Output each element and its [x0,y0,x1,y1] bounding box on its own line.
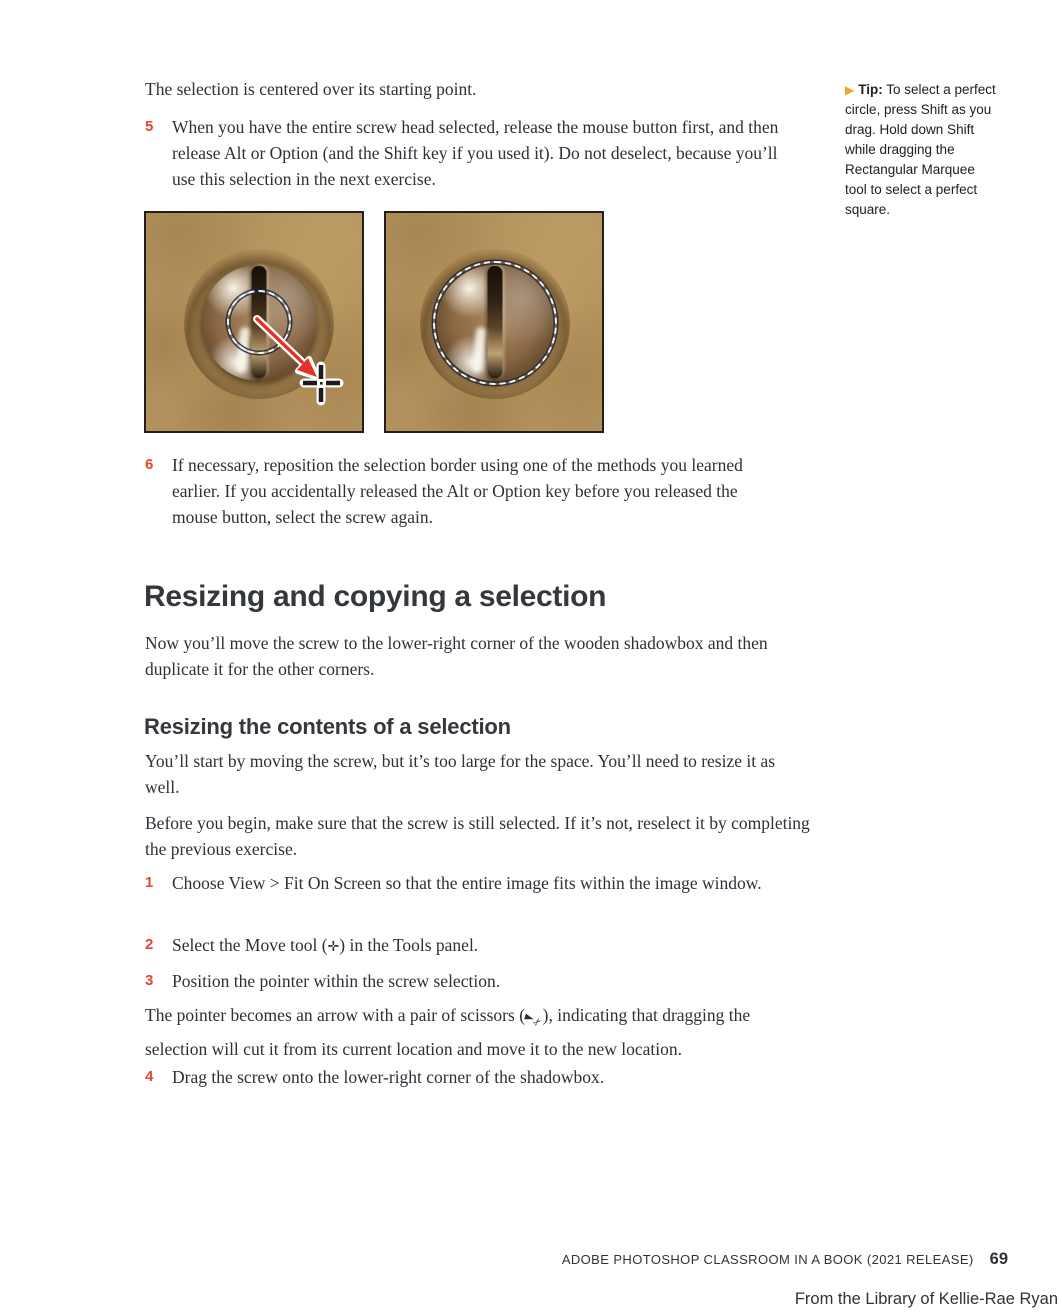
step-1-number: 1 [145,874,154,891]
drag-annotation-overlay [146,213,364,433]
step-1 [145,870,787,896]
step-6-number: 6 [145,456,154,473]
paragraph-pointer-post: ), indicating that dragging the selection will cut it from its current location and move it to the new location. [145,1005,751,1059]
section-heading: Resizing and copying a selection [144,580,607,613]
selection-marquee-full [433,261,557,385]
step-5-number: 5 [145,118,154,135]
step-1-text: Choose View > Fit On Screen so that the entire image fits within the image window. [172,873,762,893]
subsection-heading: Resizing the contents of a selection [144,714,511,739]
intro-paragraph: The selection is centered over its starting point. [145,79,477,99]
tip-triangle-icon: ▶ [845,83,855,97]
step-4-number: 4 [145,1068,154,1085]
figure-screw-selection-start [144,211,364,433]
step-4-text: Drag the screw onto the lower-right corner of the shadowbox. [172,1067,605,1087]
step-2-text-pre: Select the Move tool ( [172,935,328,955]
step-2-text-post: ) in the Tools panel. [339,935,479,955]
step-3-number: 3 [145,972,154,989]
step-5 [145,114,787,192]
step-6 [145,452,787,530]
paragraph-pointer-scissors [145,1002,813,1062]
move-tool-icon: ✛ [327,939,340,955]
step-4 [145,1064,787,1090]
paragraph-resize-intro: You’ll start by moving the screw, but it’s too large for the space. You’ll need to resize it as well. [145,751,776,797]
step-2-text [172,932,787,960]
step-3 [145,968,787,994]
pointer-arrow-icon: ► [523,1008,537,1026]
page-number: 69 [989,1250,1008,1268]
tip-label: Tip: [858,82,883,97]
paragraph-before-begin: Before you begin, make sure that the screw is still selected. If it’s not, reselect it by completing the previous exercise. [145,813,810,859]
step-5-text: When you have the entire screw head selected, release the mouse button first, and then release Alt or Option (and the Shift key if you used it). Do not deselect, because you’ll use this selection in the next exercise. [172,117,779,189]
running-footer [562,1250,1008,1269]
margin-tip [845,80,997,220]
library-watermark: From the Library of Kellie-Rae Ryan [794,1290,1058,1308]
step-2 [145,932,787,960]
footer-book-title: ADOBE PHOTOSHOP CLASSROOM IN A BOOK (2021 RELEASE) [561,1252,974,1267]
paragraph-pointer-pre: The pointer becomes an arrow with a pair of scissors ( [145,1005,526,1025]
drag-arrow-icon [257,319,317,377]
scissors-icon: ✂ [531,1015,545,1030]
step-3-text: Position the pointer within the screw selection. [172,971,501,991]
section-intro-paragraph: Now you’ll move the screw to the lower-right corner of the wooden shadowbox and then duplicate it for the other corners. [145,633,768,679]
tip-text: To select a perfect circle, press Shift as you drag. Hold down Shift while dragging the Rectangular Marquee tool to select a perfect square. [845,82,996,217]
figure-screw-selection-complete [384,211,604,433]
step-6-text: If necessary, reposition the selection border using one of the methods you learned earlier. If you accidentally released the Alt or Option key before you released the mouse button, select the screw again. [172,455,743,527]
step-2-number: 2 [145,936,154,953]
